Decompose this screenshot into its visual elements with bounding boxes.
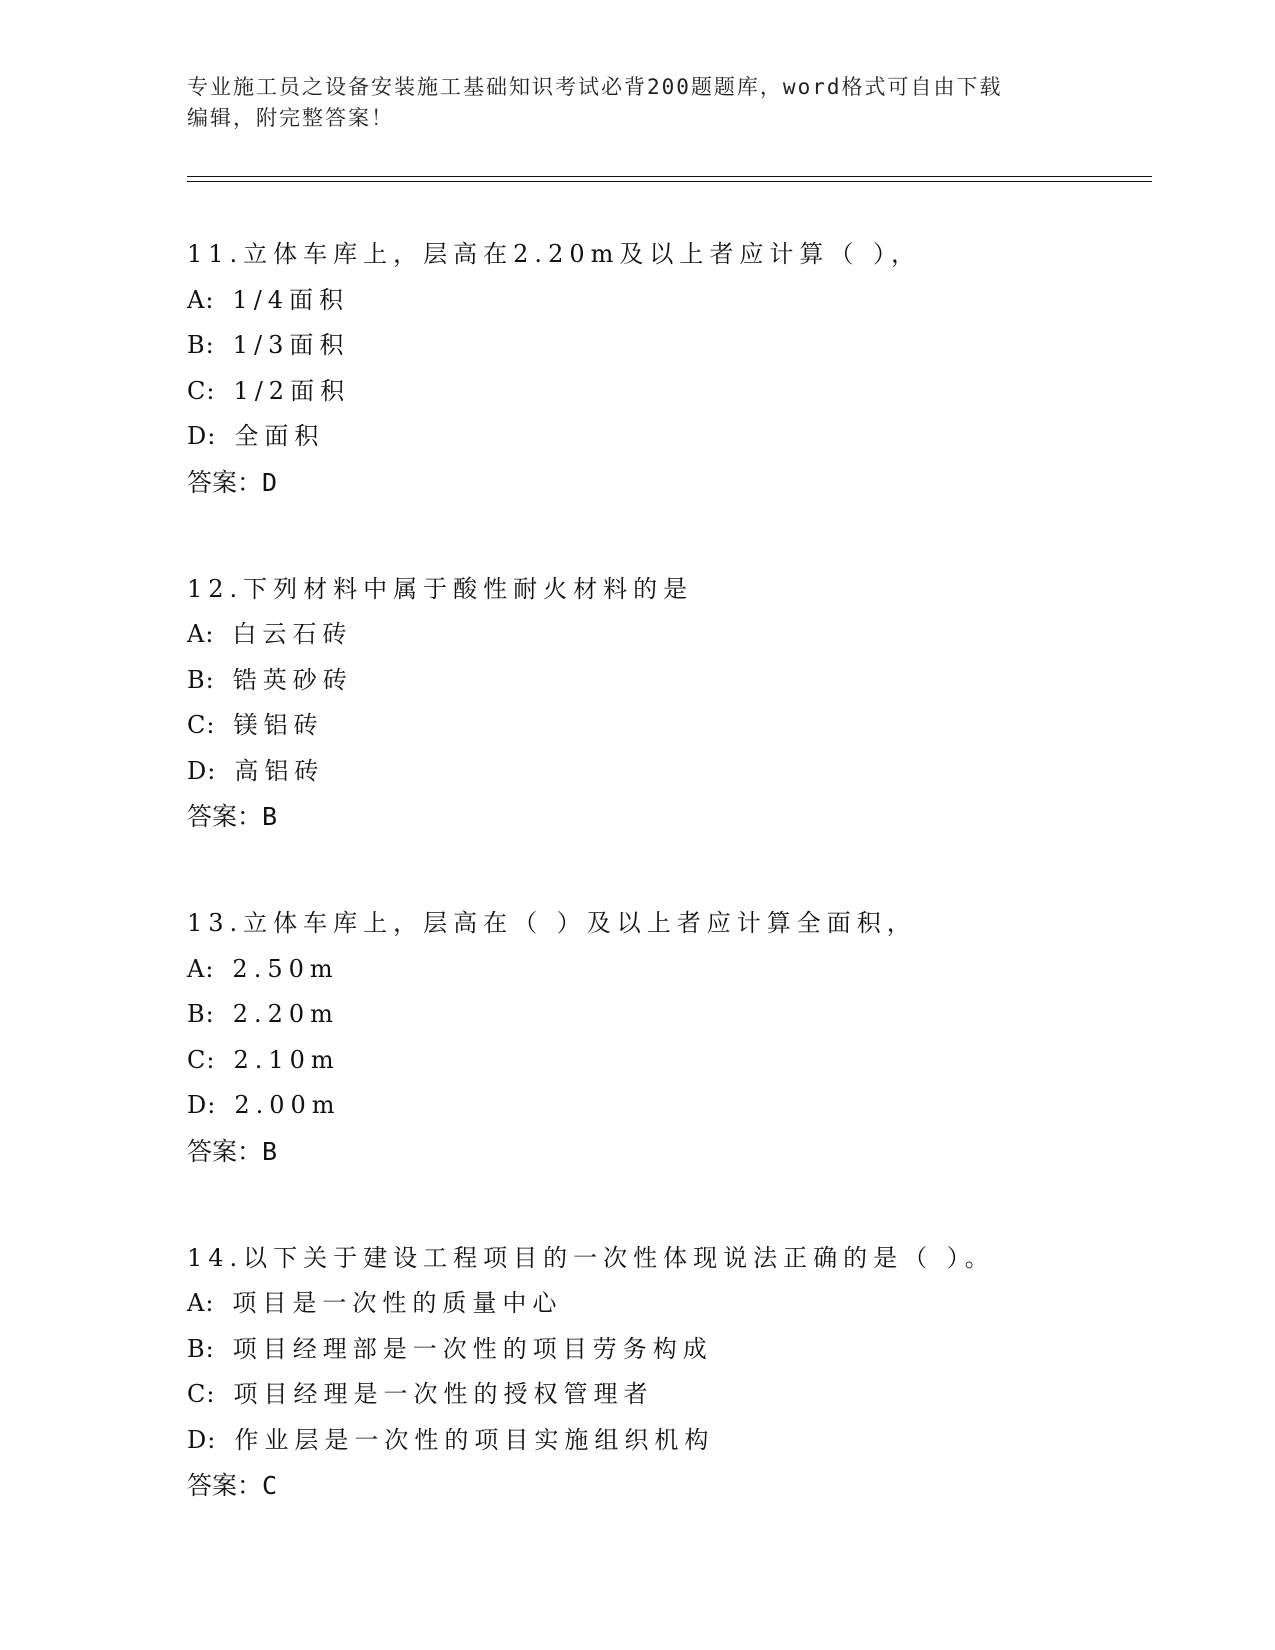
question-stem: 12.下列材料中属于酸性耐火材料的是: [187, 574, 694, 603]
option-text: 高铝砖: [234, 756, 325, 785]
option-row: [187, 1038, 1152, 1084]
option-key: B:: [187, 1334, 215, 1363]
option-row: [187, 1372, 1152, 1418]
option-text: 全面积: [234, 422, 325, 450]
document-header: [187, 72, 1067, 134]
option-text: 1/3面积: [232, 331, 350, 359]
option-key: C:: [187, 376, 216, 405]
option-key: D:: [187, 1091, 217, 1119]
option-text: 2.50m: [232, 954, 339, 983]
option-key: A:: [187, 954, 215, 983]
option-text: 项目是一次性的质量中心: [232, 1289, 563, 1317]
option-row: [187, 1281, 1152, 1327]
question-item: [187, 901, 1152, 1174]
question-item: [187, 567, 1152, 840]
option-row: [187, 1327, 1152, 1373]
header-divider-top: [187, 176, 1152, 177]
option-text: 2.00m: [234, 1091, 341, 1119]
question-list: [187, 232, 1152, 1570]
option-key: B:: [187, 331, 215, 359]
option-key: B:: [187, 665, 215, 694]
question-stem: 13.立体车库上，层高在（ ）及以上者应计算全面积，: [187, 909, 917, 937]
option-key: C:: [187, 1045, 216, 1074]
option-row: [187, 749, 1152, 795]
question-item: [187, 232, 1152, 505]
answer-line: 答案：B: [187, 802, 278, 831]
option-key: A:: [187, 1289, 215, 1317]
question-stem: 11.立体车库上，层高在2.20m及以上者应计算（ ），: [187, 240, 921, 268]
option-row: [187, 658, 1152, 704]
option-key: A:: [187, 620, 215, 648]
option-row: [187, 1418, 1152, 1464]
option-text: 1/2面积: [233, 376, 351, 405]
option-row: [187, 278, 1152, 324]
answer-line: 答案：C: [187, 1471, 278, 1500]
option-key: B:: [187, 1000, 215, 1028]
header-title-line-2: 编辑，附完整答案！: [187, 106, 394, 130]
option-text: 2.10m: [233, 1045, 340, 1074]
option-key: D:: [187, 756, 217, 785]
option-text: 项目经理部是一次性的项目劳务构成: [232, 1334, 713, 1363]
option-row: [187, 947, 1152, 993]
option-text: 锆英砂砖: [232, 665, 353, 694]
option-row: [187, 612, 1152, 658]
header-divider-bottom: [187, 181, 1152, 182]
option-text: 作业层是一次性的项目实施组织机构: [234, 1425, 715, 1454]
option-text: 项目经理是一次性的授权管理者: [233, 1380, 654, 1408]
option-text: 1/4面积: [232, 285, 350, 314]
option-key: A:: [187, 285, 215, 314]
answer-line: 答案：B: [187, 1136, 278, 1166]
option-key: C:: [187, 1380, 216, 1408]
option-row: [187, 703, 1152, 749]
option-row: [187, 414, 1152, 460]
option-text: 白云石砖: [232, 620, 353, 648]
answer-line: 答案：D: [187, 467, 278, 497]
option-row: [187, 323, 1152, 369]
option-text: 镁铝砖: [233, 711, 324, 739]
option-row: [187, 1083, 1152, 1129]
question-item: [187, 1236, 1152, 1509]
option-key: D:: [187, 422, 217, 450]
option-key: D:: [187, 1425, 217, 1454]
question-stem: 14.以下关于建设工程项目的一次性体现说法正确的是（ ）。: [187, 1243, 995, 1272]
option-text: 2.20m: [232, 1000, 339, 1028]
header-title-line-1: 专业施工员之设备安装施工基础知识考试必背200题题库，word格式可自由下载: [187, 75, 1003, 99]
option-row: [187, 992, 1152, 1038]
option-key: C:: [187, 711, 216, 739]
option-row: [187, 369, 1152, 415]
